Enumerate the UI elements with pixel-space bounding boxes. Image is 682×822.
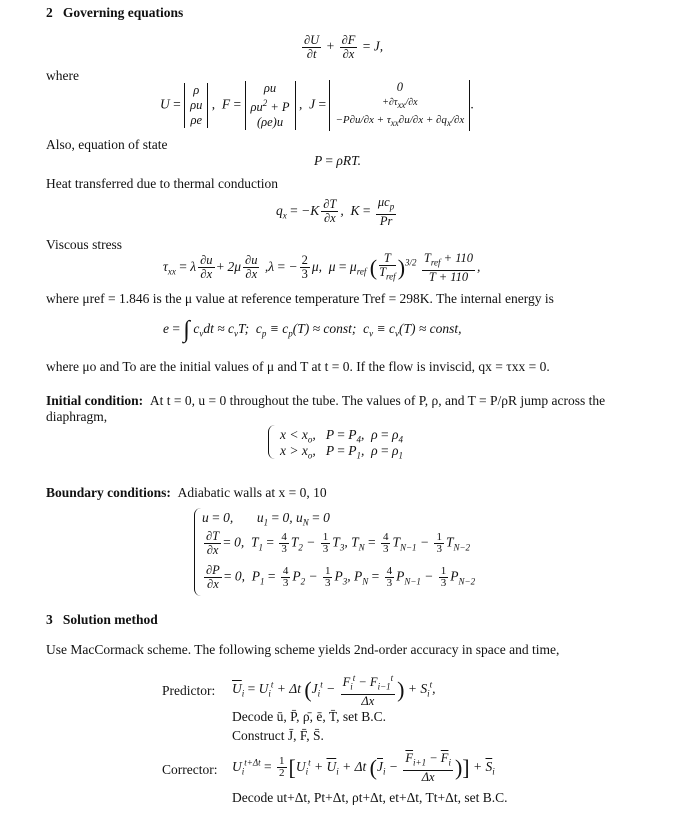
initial-condition-label: Initial condition: xyxy=(46,393,144,408)
boundary-condition-text: Adiabatic walls at x = 0, 10 xyxy=(177,485,327,500)
maccormack-description: Use MacCormack scheme. The following scheme yields 2nd-order accuracy in space and time, xyxy=(46,642,560,657)
section-number: 3 xyxy=(46,612,53,627)
initial-condition-text-cont: diaphragm, xyxy=(46,409,108,424)
decode-corrector-step: Decode ut+Δt, Pt+Δt, ρt+Δt, et+Δt, Tt+Δt, set B.C. xyxy=(232,790,508,805)
ic-right-state: $x > x_o$, $P = P_1$, $\rho = \rho_1$ xyxy=(280,443,403,461)
mu-ref-description: where μref = 1.846 is the μ value at reference temperature Tref = 298K. The internal energy is xyxy=(46,291,554,306)
equation-of-state-label: Also, equation of state xyxy=(46,137,168,152)
section-heading-solution xyxy=(46,612,158,628)
section-heading-governing xyxy=(46,5,183,21)
corrector-label: Corrector: xyxy=(162,762,218,777)
predictor-label: Predictor: xyxy=(162,683,216,698)
viscous-stress-label: Viscous stress xyxy=(46,237,123,252)
construct-step: Construct J̄, F̄, S̄. xyxy=(232,728,324,743)
boundary-condition-brace xyxy=(194,508,201,596)
heat-conduction-label: Heat transferred due to thermal conduction xyxy=(46,176,279,191)
ic-left-state: $x < x_o$, $P = P_4$, $\rho = \rho_4$ xyxy=(280,427,403,445)
conservation-equation: $\frac{\partial U}{\partial t}$ + $\frac{\partial F}{\partial x}$ = J, xyxy=(304,33,384,61)
heat-flux-equation: $q_x = -K$ $\frac{\partial T}{\partial x}$ , K = $\frac{\mu c_p}{Pr}$ xyxy=(276,195,395,228)
section-number: 2 xyxy=(46,5,53,20)
bc-pressure: $\frac{\partial P}{\partial x}$ = 0, $P_1$ = $\frac{4}{3}$ $P_2$ − $\frac{1}{3}$ $P_3$, $P_N$ = $\frac{4}{3}$ $P_{N-1}$ − $\frac{1}{3}$ $P_{N-2}$ xyxy=(206,563,476,591)
predictor-equation: $\overline{U}_i = U_i^t + \Delta t$ ($J_i^t$ − $\frac{F_i^t - F_{i-1}^t}{\Delta x}$ ) + $S_i^t$, xyxy=(232,673,436,708)
corrector-equation: $U_i^{t+\Delta t}$ = $\frac{1}{2}$ [$U_i^t + \overline{U}_i + \Delta t$ ($\overline{J}_i$ − $\frac{\overline{F}_{i+1} - \overline{F}_i}{\Delta x}$ )] + $\overline{S}_i$ xyxy=(232,751,495,784)
initial-condition-text: At t = 0, u = 0 throughout the tube. The values of P, ρ, and T = P/ρR jump across the xyxy=(149,393,606,408)
section-title: Governing equations xyxy=(62,5,184,20)
vector-definitions: U = ρ ρu ρe , F = ρu $\rho u^2 + P$ (ρe)u , J = 0 $+\partial\tau_{xx}/\partial x$ $-P\partial u/\partial x + \tau_{xx}\partial u/\partial x + \partial q_x/\partial x$ . xyxy=(160,80,474,131)
boundary-condition-label: Boundary conditions: xyxy=(46,485,171,500)
internal-energy-equation: e = ∫ $c_vdt \approx c_vT$; $c_p \equiv c_p(T)$ ≈ const; $c_v \equiv c_v(T)$ ≈ const, xyxy=(163,316,462,343)
initial-values-description: where μo and To are the initial values of μ and T at t = 0. If the flow is inviscid, qx = τxx = 0. xyxy=(46,359,550,374)
state-equation: P = ρRT. xyxy=(314,153,361,168)
viscous-stress-equation: $\tau_{xx} = \lambda$ $\frac{\partial u}{\partial x}$ + 2μ $\frac{\partial u}{\partial x}$ ,λ = − $\frac{2}{3}$ μ, $\mu = \mu_{ref}$ ( $\frac{T}{T_{ref}}$ )$^{3/2}$ $\frac{T_{ref} + 110}{T + 110}$ , xyxy=(163,251,481,284)
bc-temperature: $\frac{\partial T}{\partial x}$ = 0, $T_1$ = $\frac{4}{3}$ $T_2$ − $\frac{1}{3}$ $T_3$, $T_N$ = $\frac{4}{3}$ $T_{N-1}$ − $\frac{1}{3}$ $T_{N-2}$ xyxy=(206,529,471,557)
bc-velocity: u = 0, $u_1 = 0$, $u_N = 0$ xyxy=(202,510,330,528)
decode-predictor-step: Decode ū, P̄, ρ̄, ē, T̄, set B.C. xyxy=(232,709,386,724)
initial-condition-brace xyxy=(268,425,275,459)
boundary-condition-paragraph xyxy=(46,485,327,501)
section-title: Solution method xyxy=(62,612,158,627)
where-label: where xyxy=(46,68,79,83)
initial-condition-paragraph xyxy=(46,393,605,409)
